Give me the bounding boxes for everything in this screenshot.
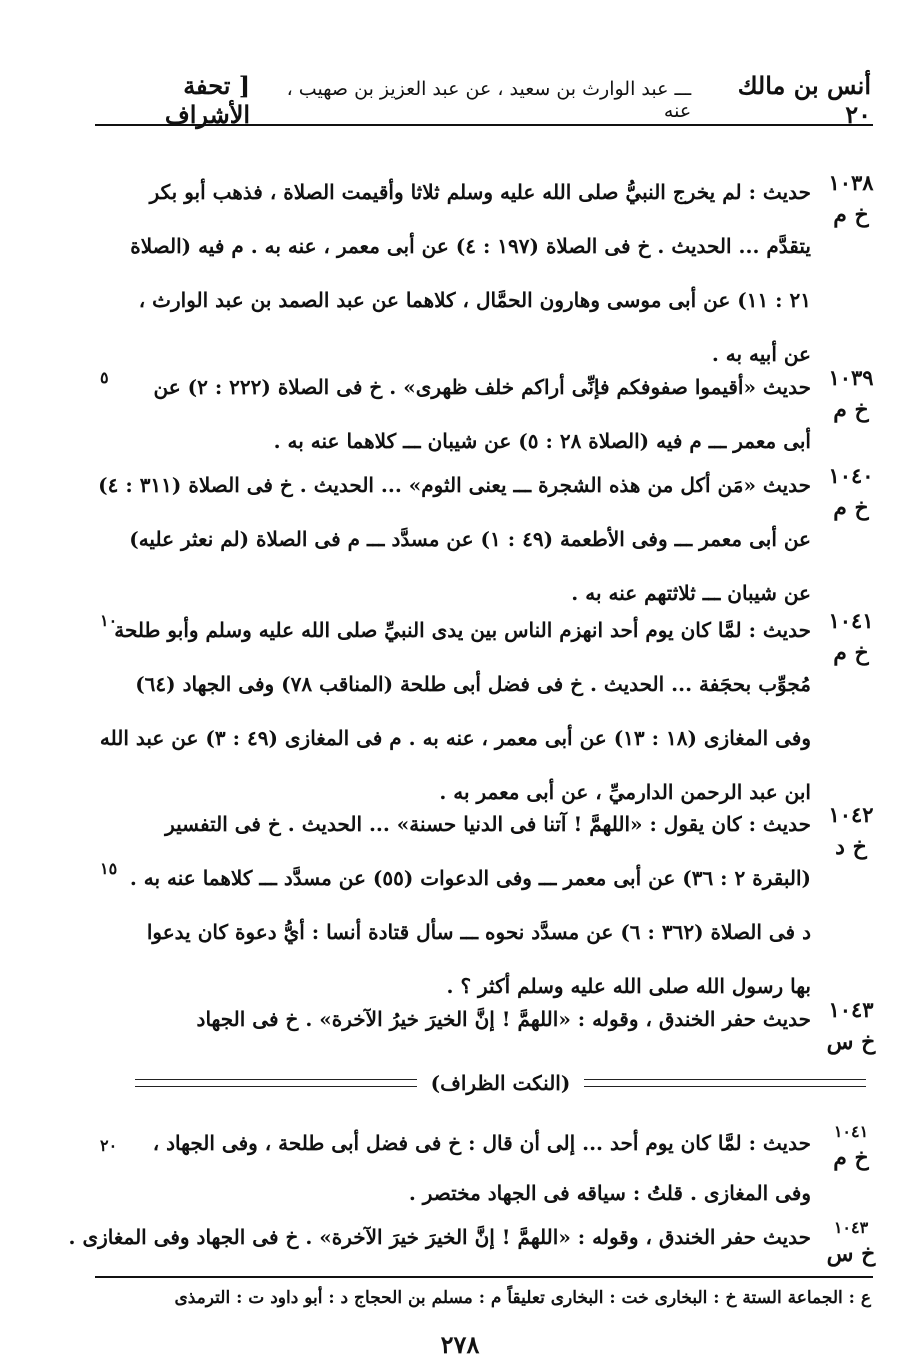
- entry-source-code: خ د: [835, 834, 867, 860]
- entry-text: [100, 360, 811, 468]
- entry-text: [100, 1118, 811, 1218]
- entry-number: ١٠٤٠: [828, 463, 874, 488]
- text-line: أبى معمر ـــ م فيه (الصلاة ٢٨ : ٥) عن شيبان ـــ كلاهما عنه به .: [273, 429, 811, 453]
- text-line: عن أبيه به .: [711, 342, 811, 366]
- text-line: (البقرة ٢ : ٣٦) عن أبى معمر ـــ وفى الدعوات (٥٥) عن مسدَّد ـــ كلاهما عنه به .: [129, 866, 811, 890]
- entry-text: [100, 603, 811, 819]
- line-marker: ٢٠: [100, 1136, 118, 1155]
- entry-number: ١٠٤٣: [828, 997, 874, 1022]
- text-line: مُجوِّب بحجَفة ... الحديث . خ فى فضل أبى طلحة (المناقب ٧٨) وفى الجهاد (٦٤): [135, 672, 811, 696]
- running-header: [95, 71, 871, 129]
- entry-number: ١٠٤٢: [828, 802, 874, 827]
- entry-number: ١٠٣٩: [828, 365, 874, 390]
- nukat-entry-1043: [68, 1214, 881, 1267]
- abbreviations-key: ع : الجماعة الستة خ : البخارى خت : البخارى تعليقاً م : مسلم بن الحجاج د : أبو داود ت : الترمذى: [174, 1288, 871, 1308]
- text-line: ٢١ : ١١) عن أبى موسى وهارون الحمَّال ، كلاهما عن عبد الصمد بن عبد الوارث ،: [138, 288, 811, 312]
- entry-source-code: خ م: [833, 397, 869, 423]
- text-line: حديث : كان يقول : «اللهمَّ ! آتنا فى الدنيا حسنة» ... الحديث . خ فى التفسير: [165, 812, 811, 836]
- header-chain: ـــ عبد الوارث بن سعيد ، عن عبد العزيز بن صهيب ، عنه: [286, 78, 692, 122]
- nukat-section-heading: [135, 1063, 866, 1103]
- entry-number: ١٠٤١: [828, 608, 874, 633]
- line-marker: ٥: [100, 368, 109, 387]
- hadith-entry-1042: [100, 797, 881, 1013]
- line-marker: ١٠: [100, 611, 118, 630]
- entry-source-code: خ م: [833, 640, 869, 666]
- entry-text: [100, 992, 811, 1046]
- text-line: حديث حفر الخندق ، وقوله : «اللهمَّ ! إنَّ الخيرَ خيرُ الآخرة» . خ فى الجهاد: [196, 1007, 811, 1031]
- entry-number: ١٠٣٨: [828, 170, 874, 195]
- entry-text: [100, 797, 811, 1013]
- header-rule: [95, 124, 873, 126]
- entry-number: ١٠٤٣: [833, 1218, 869, 1237]
- footer-rule: [95, 1276, 873, 1278]
- text-line: وفى المغازى (١٨ : ١٣) عن أبى معمر ، عنه به . م فى المغازى (٤٩ : ٣) عن عبد الله: [99, 726, 811, 750]
- hadith-entry-1039: [100, 360, 881, 468]
- text-line: حديث حفر الخندق ، وقوله : «اللهمَّ ! إنَّ الخيرَ خيرَ الآخرة» . خ فى الجهاد وفى المغازى .: [68, 1225, 811, 1249]
- text-line: حديث : لمَّا كان يوم أحد انهزم الناس بين يدى النبيِّ صلى الله عليه وسلم وأبو طلحة: [114, 618, 811, 642]
- text-line: ابن عبد الرحمن الدارميِّ ، عن أبى معمر به .: [439, 780, 811, 804]
- hadith-entry-1038: [100, 165, 881, 381]
- text-line: حديث : لم يخرج النبيُّ صلى الله عليه وسلم ثلاثا وأقيمت الصلاة ، فذهب أبو بكر: [149, 180, 811, 204]
- header-narrator: أنس بن مالك ٢٠: [737, 71, 871, 129]
- entry-source-code: خ م: [833, 1145, 869, 1171]
- entry-source-code: خ س: [826, 1241, 876, 1267]
- entry-text: [68, 1214, 811, 1260]
- entry-source-code: خ م: [833, 495, 869, 521]
- nukat-entry-1041: [100, 1118, 881, 1218]
- entry-source-code: خ س: [826, 1029, 876, 1055]
- entry-source-code: خ م: [833, 202, 869, 228]
- text-line: يتقدَّم ... الحديث . خ فى الصلاة (١٩٧ : ٤) عن أبى معمر ، عنه به . م فيه (الصلاة: [130, 234, 811, 258]
- text-line: حديث «أقيموا صفوفكم فإنِّى أراكم خلف ظهرى» . خ فى الصلاة (٢٢٢ : ٢) عن: [153, 375, 811, 399]
- header-book-title: [ تحفة الأشراف: [164, 71, 251, 129]
- text-line: حديث : لمَّا كان يوم أحد ... إلى أن قال : خ فى فضل أبى طلحة ، وفى الجهاد ،: [152, 1131, 811, 1155]
- double-rule: [584, 1079, 866, 1087]
- text-line: بها رسول الله صلى الله عليه وسلم أكثر ؟ .: [446, 974, 811, 998]
- line-marker: ١٥: [100, 859, 118, 878]
- hadith-entry-1040: [100, 458, 881, 620]
- double-rule: [135, 1079, 417, 1087]
- entry-text: [100, 165, 811, 381]
- text-line: عن أبى معمر ـــ وفى الأطعمة (٤٩ : ١) عن مسدَّد ـــ م فى الصلاة (لم نعثر عليه): [129, 527, 811, 551]
- text-line: حديث «مَن أكل من هذه الشجرة ـــ يعنى الثوم» ... الحديث . خ فى الصلاة (٣١١ : ٤): [98, 473, 811, 497]
- entry-text: [100, 458, 811, 620]
- section-title: (النكت الظراف): [430, 1071, 571, 1095]
- hadith-entry-1043: [100, 992, 881, 1055]
- hadith-entry-1041: [100, 603, 881, 819]
- text-line: د فى الصلاة (٣٦٢ : ٦) عن مسدَّد نحوه ـــ سأل قتادة أنسا : أيُّ دعوة كان يدعوا: [146, 920, 811, 944]
- text-line: عن شيبان ـــ ثلاثتهم عنه به .: [571, 581, 811, 605]
- page-number: ٢٧٨: [440, 1330, 480, 1359]
- text-line: وفى المغازى . قلتُ : سياقه فى الجهاد مختصر .: [408, 1181, 811, 1205]
- entry-number: ١٠٤١: [833, 1122, 869, 1141]
